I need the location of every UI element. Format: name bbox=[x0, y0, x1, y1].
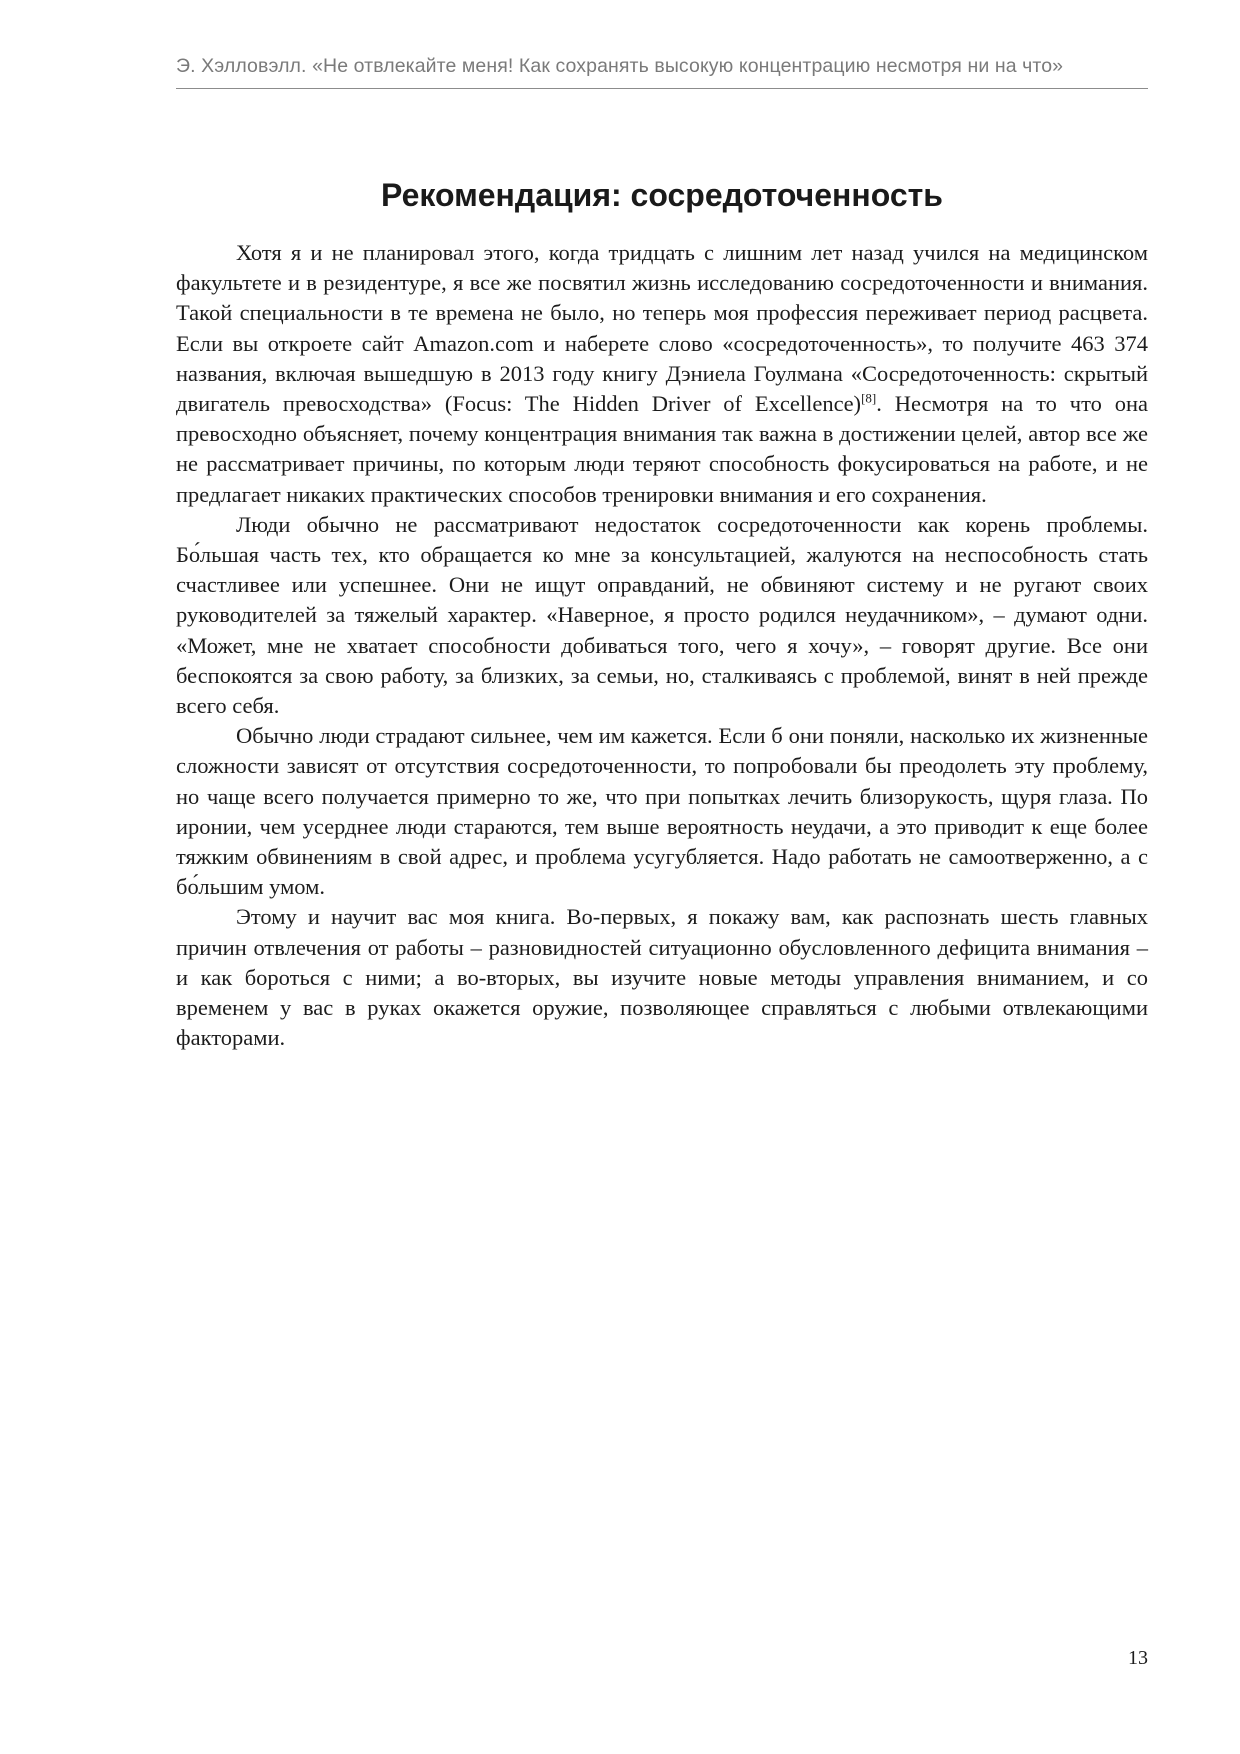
footnote-reference[interactable]: [8] bbox=[861, 390, 877, 406]
paragraph-4: Этому и научит вас моя книга. Во-первых, я покажу вам, как распознать шесть главных причин отвлечения от работы – разновидностей ситуационно обусловленного дефицита внимания – и как бороться с ними; а во-вторых, вы изучите новые методы управления вниманием, и со временем у вас в руках окажется оружие, позволяющее справляться с любыми отвлекающими факторами. bbox=[176, 904, 1148, 1051]
body-text bbox=[176, 238, 1148, 1053]
paragraph-1-text-after-ref: . Несмотря на то что она превосходно объясняет, почему концентрация внимания так важна в достижении целей, автор все же не рассматривает причины, по которым люди теряют способность фокусироваться на работе, и не предлагает никаких практических способов тренировки внимания и его сохранения. bbox=[176, 391, 1149, 507]
paragraph-2: Люди обычно не рассматривают недостаток сосредоточенности как корень проблемы. Бо́льшая часть тех, кто обращается ко мне за консультацией, жалуются на неспособность стать счастливее или успешнее. Они не ищут оправданий, не обвиняют систему и не ругают своих руководителей за тяжелый характер. «Наверное, я просто родился неудачником», – думают одни. «Может, мне не хватает способности добиваться того, чего я хочу», – говорят другие. Все они беспокоятся за свою работу, за близких, за семьи, но, сталкиваясь с проблемой, винят в ней прежде всего себя. bbox=[176, 511, 1148, 719]
header-divider bbox=[176, 88, 1148, 89]
paragraph-1 bbox=[176, 238, 1148, 510]
paragraph-1-text-before-ref: Хотя я и не планировал этого, когда тридцать с лишним лет назад учился на медицинском факультете и в резидентуре, я все же посвятил жизнь исследованию сосредоточенности и внимания. Такой специальности в те времена не было, но теперь моя профессия переживает период расцвета. Если вы откроете сайт Amazon.com и наберете слово «сосредоточенность», то получите 463 374 названия, включая вышедшую в 2013 году книгу Дэниела Гоулмана «Сосредоточенность: скрытый двигатель превосходства» (Focus: The Hidden Driver of Excellence) bbox=[176, 240, 1148, 417]
page-number: 13 bbox=[1128, 1647, 1148, 1669]
running-header: Э. Хэлловэлл. «Не отвлекайте меня! Как сохранять высокую концентрацию несмотря ни на что» bbox=[176, 55, 1064, 77]
paragraph-3: Обычно люди страдают сильнее, чем им кажется. Если б они поняли, насколько их жизненные сложности зависят от отсутствия сосредоточенности, то попробовали бы преодолеть эту проблему, но чаще всего получается примерно то же, что при попытках лечить близорукость, щуря глаза. По иронии, чем усерднее люди стараются, тем выше вероятность неудачи, а это приводит к еще более тяжким обвинениям в свой адрес, и проблема усугубляется. Надо работать не самоотверженно, а с бо́льшим умом. bbox=[176, 723, 1148, 900]
section-title: Рекомендация: сосредоточенность bbox=[381, 177, 943, 213]
